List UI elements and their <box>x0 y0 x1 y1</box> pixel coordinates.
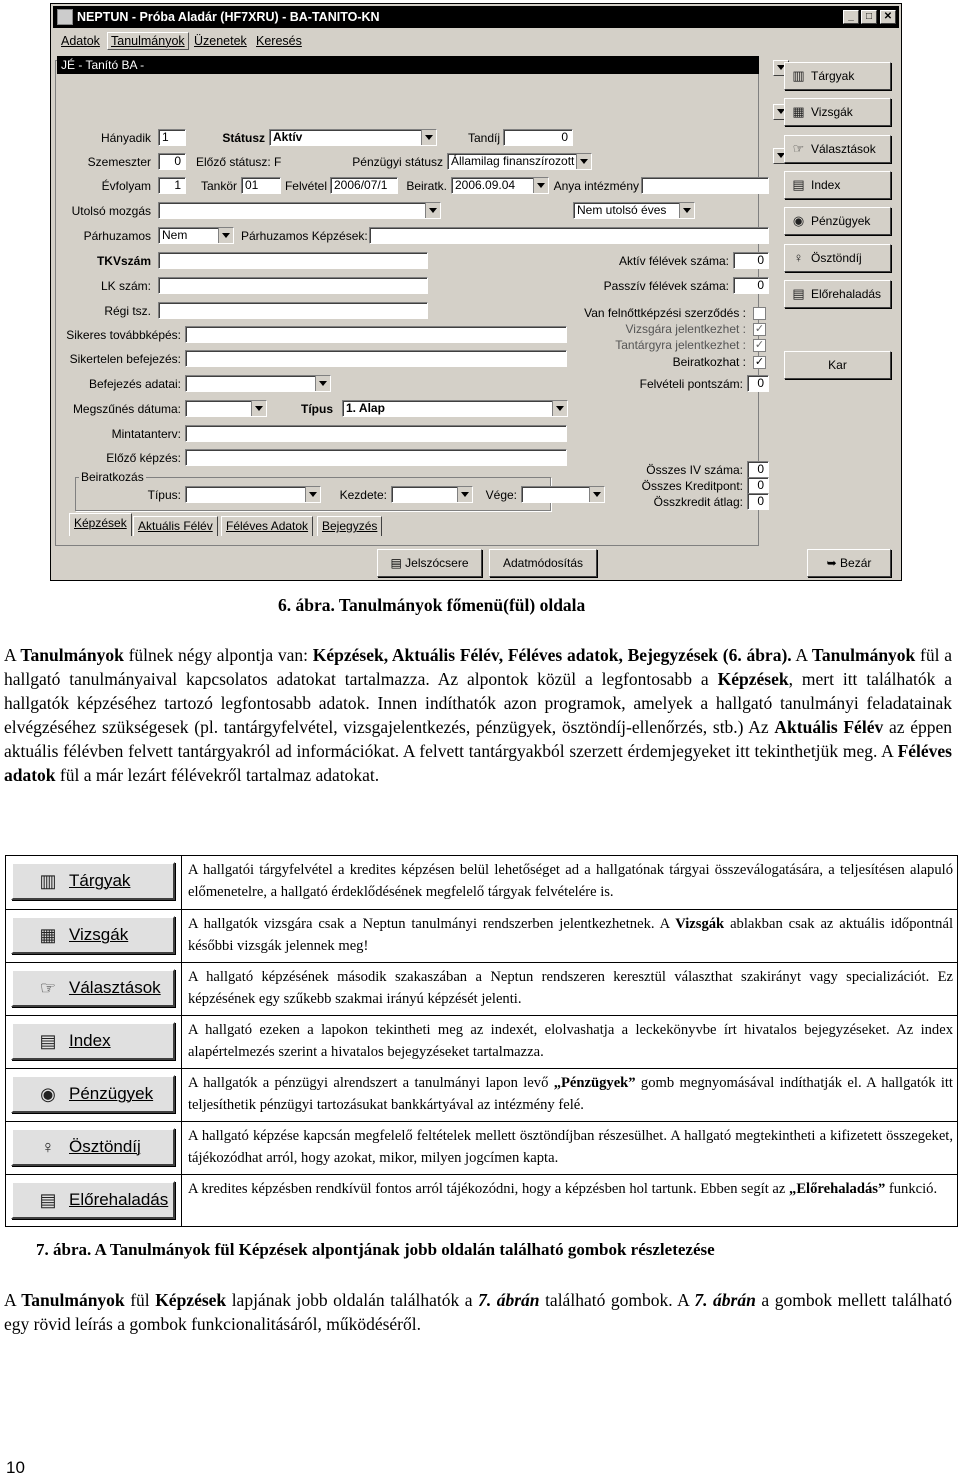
vizsgara-checkbox[interactable]: ✓ <box>754 323 765 335</box>
utolso-mozgas-label: Utolsó mozgás <box>71 204 151 218</box>
app-icon <box>57 9 73 25</box>
hanyadik-label: Hányadik <box>100 131 151 145</box>
chevron-down-icon[interactable] <box>552 401 567 416</box>
tkvszam-field[interactable] <box>158 252 428 269</box>
kezdete-field[interactable] <box>391 486 473 503</box>
table-row <box>6 962 957 1015</box>
sikeres-tovabbkepes-field[interactable] <box>185 326 567 343</box>
regi-tsz-label: Régi tsz. <box>104 304 151 318</box>
mintatanterv-field[interactable] <box>185 425 567 442</box>
figure-6-caption: 6. ábra. Tanulmányok főmenü(fül) oldala <box>278 595 586 615</box>
penzugyi-statusz-label: Pénzügyi státusz <box>352 155 443 169</box>
lk-szam-field[interactable] <box>158 277 428 294</box>
vizsgak-button[interactable]: ▦ Vizsgák <box>11 916 175 954</box>
passziv-felevek-label: Passzív félévek száma: <box>603 279 729 293</box>
vizsgara-jelentkezhet-label: Vizsgára jelentkezhet : <box>625 322 746 336</box>
tab-aktualis-felev[interactable]: Aktuális Félév <box>133 516 218 536</box>
felvetel-field[interactable]: 2006/07/1 <box>330 177 398 194</box>
elorehaladas-button[interactable]: ▤ Előrehaladás <box>784 280 891 308</box>
chevron-down-icon[interactable] <box>218 228 233 243</box>
szemeszter-field[interactable]: 0 <box>158 153 186 170</box>
evfolyam-label: Évfolyam <box>101 179 151 193</box>
lightbulb-icon: ♀ <box>41 1137 55 1157</box>
tipus-label: Típus <box>301 402 333 416</box>
page-number: 10 <box>6 1458 25 1477</box>
megszunes-datuma-label: Megszűnés dátuma: <box>72 402 181 416</box>
utolso-eves-field[interactable]: Nem utolsó éves <box>573 202 695 219</box>
hand-pointer-icon: ☞ <box>792 141 805 156</box>
button-description-table <box>5 855 958 1227</box>
felnottkepzesi-checkbox[interactable] <box>753 307 766 320</box>
beiratkozas-tipus-field[interactable] <box>185 486 321 503</box>
progress-icon: ▤ <box>39 1190 57 1210</box>
vege-label: Vége: <box>485 488 517 502</box>
kezdete-label: Kezdete: <box>339 488 387 502</box>
table-row <box>6 856 957 909</box>
anya-intezmeny-field[interactable] <box>641 177 769 194</box>
sikertelen-befejezes-field[interactable] <box>185 350 567 367</box>
utolso-mozgas-field[interactable] <box>158 202 441 219</box>
penzugyi-statusz-field[interactable]: Államilag finanszírozott <box>447 153 592 170</box>
table-row <box>6 1121 957 1174</box>
sikertelen-befejezes-label: Sikertelen befejezés: <box>69 352 181 366</box>
chevron-down-icon[interactable] <box>315 376 330 391</box>
money-icon: ◉ <box>792 213 805 228</box>
kar-button[interactable]: Kar <box>784 351 891 379</box>
van-felnottkepzesi-label: Van felnőttképzési szerződés : <box>584 306 746 320</box>
vege-field[interactable] <box>521 486 605 503</box>
megszunes-datuma-field[interactable] <box>185 400 267 417</box>
osszkredit-atlag-field[interactable]: 0 <box>747 493 769 510</box>
mintatanterv-label: Mintatanterv: <box>111 427 181 441</box>
valasztasok-button[interactable]: ☞ Választások <box>11 969 175 1007</box>
adatmodositas-button[interactable]: Adatmódosítás <box>489 549 597 577</box>
elozo-kepzes-label: Előző képzés: <box>106 451 181 465</box>
maximize-button[interactable]: □ <box>861 10 877 24</box>
paragraph-1: A Tanulmányok fülnek négy alpontja van: Képzések, Aktuális Félév, Féléves adatok, Bejegyzések (6. ábra). A Tanulmányok fül a hallgató tanulmányaival kapcsolatos adatokat tartalmazza. Az alpontok közül a legfontosabb a Képzések, mert itt találhatók a hallgatók képzéséhez tartozó legfontosabb adatok. Innen indíthatók azon programok, amelyek a hallgató tanulmányi feladatainak elvégzéséhez szükségesek (pl. tantárgyfelvétel, vizsgajelentkezés, pénzügyek, ösztöndíj-ellenőrzés, stb.) Az Aktuális Félév az éppen aktuális félévben felvett tantárgyakról ad információkat. A felvett tantárgyakból szerzett érdemjegyeket itt tekinthetjük meg. A Féléves adatok fül a már lezárt félévekről tartalmaz adatokat. <box>4 645 953 785</box>
figure-7-caption: 7. ábra. A Tanulmányok fül Képzések alpontjának jobb oldalán található gombok részletezése <box>36 1240 715 1259</box>
szemeszter-label: Szemeszter <box>87 155 151 169</box>
beiratk-label: Beiratk. <box>406 179 447 193</box>
tab-bejegyzes[interactable]: Bejegyzés <box>317 516 382 536</box>
elozo-statusz-label: Előző státusz: F <box>196 155 282 169</box>
menu-kereses[interactable]: Keresés <box>256 34 302 48</box>
table-row <box>6 909 957 962</box>
bezar-button[interactable]: ➥ Bezár <box>807 549 891 577</box>
table-row <box>6 1068 957 1121</box>
tipus2-label: Típus: <box>147 488 181 502</box>
tab-feleves-adatok[interactable]: Féléves Adatok <box>221 516 313 536</box>
neptun-window <box>50 3 902 581</box>
tandij-label: Tandíj <box>467 131 500 145</box>
close-button[interactable]: ✕ <box>880 10 896 24</box>
elorehaladas-button[interactable]: ▤ Előrehaladás <box>11 1181 175 1219</box>
lightbulb-icon: ♀ <box>793 250 804 265</box>
beiratkozhat-label: Beiratkozhat : <box>672 355 746 369</box>
chevron-down-icon[interactable] <box>421 130 436 145</box>
beiratkozas-label: Beiratkozás <box>81 470 144 484</box>
vizsgak-description: A hallgatók vizsgára csak a Neptun tanulmányi rendszerben jelentkezhetnek. A Vizsgák ablakban csak az aktuális időpontnál későbbi vizsgák jelennek meg! <box>188 916 954 954</box>
hand-pointer-icon: ☞ <box>39 978 57 998</box>
osszkredit-atlag-label: Összkredit átlag: <box>653 495 743 509</box>
chevron-down-icon[interactable] <box>251 401 266 416</box>
osszes-iv-label: Összes IV száma: <box>646 463 743 477</box>
valasztasok-button[interactable]: ☞ Választások <box>784 135 891 163</box>
index-button[interactable]: ▤ Index <box>784 171 891 199</box>
menu-bar <box>53 30 899 54</box>
beiratk-field[interactable]: 2006.09.04 <box>451 177 549 194</box>
title-bar <box>53 6 899 28</box>
calculator-icon: ▦ <box>39 925 57 945</box>
progress-icon: ▤ <box>792 286 805 301</box>
penzugyek-button[interactable]: ◉ Pénzügyek <box>784 207 891 235</box>
books-icon: ▥ <box>792 68 805 83</box>
targyak-button[interactable]: ▥ Tárgyak <box>784 62 891 90</box>
paragraph-2: A Tanulmányok fül Képzések lapjának jobb oldalán találhatók a 7. ábrán található gombok. A 7. ábrán a gombok mellett található egy rövid leírás a gombok funkcionalitásáról, működéséről. <box>4 1290 952 1334</box>
parhuzamos-kepzesek-field[interactable] <box>369 227 769 244</box>
statusz-field[interactable]: Aktív <box>269 129 437 146</box>
index-description: A hallgató ezeken a lapokon tekintheti meg az indexét, elolvashatja a leckekönyvbe írt hivatalos bejegyzéseket. Az index alapértelmezés szerint a hivatalos bejegyzéseket tartalmazza. <box>188 1022 953 1060</box>
tandij-field[interactable]: 0 <box>503 129 573 146</box>
lk-szam-label: LK szám: <box>100 279 151 293</box>
calculator-icon: ▦ <box>792 104 805 119</box>
chevron-down-icon[interactable] <box>425 203 440 218</box>
osszes-iv-field[interactable]: 0 <box>747 461 769 478</box>
felveteli-pontszam-label: Felvételi pontszám: <box>639 377 743 391</box>
befejezes-adatai-field[interactable] <box>185 375 331 392</box>
felveteli-pontszam-field[interactable]: 0 <box>747 375 769 392</box>
chevron-down-icon[interactable] <box>679 203 694 218</box>
jelszocsere-button[interactable]: ▤ Jelszócsere <box>377 549 482 577</box>
door-icon: ➥ <box>826 556 841 570</box>
tantargyra-checkbox[interactable]: ✓ <box>754 339 765 351</box>
table-row <box>6 1015 957 1068</box>
tankor-label: Tankör <box>200 179 237 193</box>
path-bar: JÉ - Tanító BA - <box>57 56 759 74</box>
table-row <box>6 1174 957 1227</box>
osztondij-button[interactable]: ♀ Ösztöndíj <box>784 244 891 272</box>
osztondij-description: A hallgató képzése kapcsán megfelelő feltételek mellett ösztöndíjban részesülhet. A hallgató megtekintheti a kifizetett összegeket, tájékozódhat arról, hogy azokat, mikor, milyen jogcímen kapta. <box>188 1128 953 1166</box>
tankor-field[interactable]: 01 <box>241 177 281 194</box>
aktiv-felevek-label: Aktív félévek száma: <box>618 254 729 268</box>
parhuzamos-label: Párhuzamos <box>83 229 151 243</box>
penzugyek-button[interactable]: ◉ Pénzügyek <box>11 1075 175 1113</box>
osszes-kredit-label: Összes Kreditpont: <box>641 479 743 493</box>
menu-uzenetek[interactable]: Üzenetek <box>194 34 247 48</box>
hanyadik-field[interactable]: 1 <box>158 129 186 146</box>
key-icon: ▤ <box>390 556 406 570</box>
regi-tsz-field[interactable] <box>158 302 428 319</box>
index-book-icon: ▤ <box>792 177 805 192</box>
penzugyek-description: A hallgatók a pénzügyi alrendszert a tanulmányi lapon levő „Pénzügyek” gomb megnyomásával indíthatják el. A hallgatók itt teljesíthetik pénzügyi tartozásukat bankkártyával az intézmény felé. <box>188 1075 953 1113</box>
valasztasok-description: A hallgató képzésének második szakaszában a Neptun rendszeren keresztül választhat szakirányt vagy specializációt. Ez képzésének egy szűkebb szakmai irányú képzését jelenti. <box>188 969 953 1007</box>
elozo-kepzes-field[interactable] <box>185 449 567 466</box>
beiratkozhat-checkbox[interactable]: ✓ <box>754 356 765 368</box>
evfolyam-field[interactable]: 1 <box>158 177 186 194</box>
chevron-down-icon[interactable] <box>457 487 472 502</box>
targyak-description: A hallgatói tárgyfelvétel a kredites képzésen belül lehetőséget ad a hallgatónak tárgyai összeválogatására, a teljesítésen alapuló előmenetelre, a hallgató érdeklődésének megfelelő tárgyak felvételére is. <box>188 862 953 900</box>
books-icon: ▥ <box>39 871 57 891</box>
chevron-down-icon[interactable] <box>576 154 591 169</box>
parhuzamos-kepzesek-label: Párhuzamos Képzések: <box>241 229 368 243</box>
index-button[interactable]: ▤ Index <box>11 1022 175 1060</box>
tipus-field[interactable]: 1. Alap <box>342 400 568 417</box>
elorehaladas-description: A kredites képzésben rendkívül fontos arról tájékozódni, hogy a képzésben hol tartunk. Ebben segít az „Előrehaladás” funkció. <box>188 1181 938 1197</box>
minimize-button[interactable]: _ <box>843 10 859 24</box>
befejezes-adatai-label: Befejezés adatai: <box>88 377 181 391</box>
statusz-label: Státusz <box>222 131 265 145</box>
sikeres-tovabbkepes-label: Sikeres továbbképés: <box>66 328 181 342</box>
felvetel-label: Felvétel <box>284 179 327 193</box>
chevron-down-icon[interactable] <box>305 487 320 502</box>
vizsgak-button[interactable]: ▦ Vizsgák <box>784 98 891 126</box>
anya-intezmeny-label: Anya intézmény <box>553 179 639 193</box>
index-book-icon: ▤ <box>39 1031 57 1051</box>
passziv-felevek-field[interactable]: 0 <box>733 277 769 294</box>
tantargyra-jelentkezhet-label: Tantárgyra jelentkezhet : <box>615 338 746 352</box>
money-icon: ◉ <box>40 1084 56 1104</box>
window-title: NEPTUN - Próba Aladár (HF7XRU) - BA-TANITO-KN <box>77 10 380 24</box>
osszes-kredit-field[interactable]: 0 <box>747 477 769 494</box>
osztondij-button[interactable]: ♀ Ösztöndíj <box>11 1128 175 1166</box>
aktiv-felevek-field[interactable]: 0 <box>733 252 769 269</box>
targyak-button[interactable]: ▥ Tárgyak <box>11 862 175 900</box>
tab-kepzesek[interactable]: Képzések <box>69 513 132 536</box>
menu-tanulmanyok[interactable]: Tanulmányok <box>107 32 189 50</box>
tkvszam-label: TKVszám <box>96 254 151 268</box>
chevron-down-icon[interactable] <box>589 487 604 502</box>
menu-adatok[interactable]: Adatok <box>61 34 100 48</box>
parhuzamos-field[interactable]: Nem <box>158 227 234 244</box>
chevron-down-icon[interactable] <box>533 178 548 193</box>
